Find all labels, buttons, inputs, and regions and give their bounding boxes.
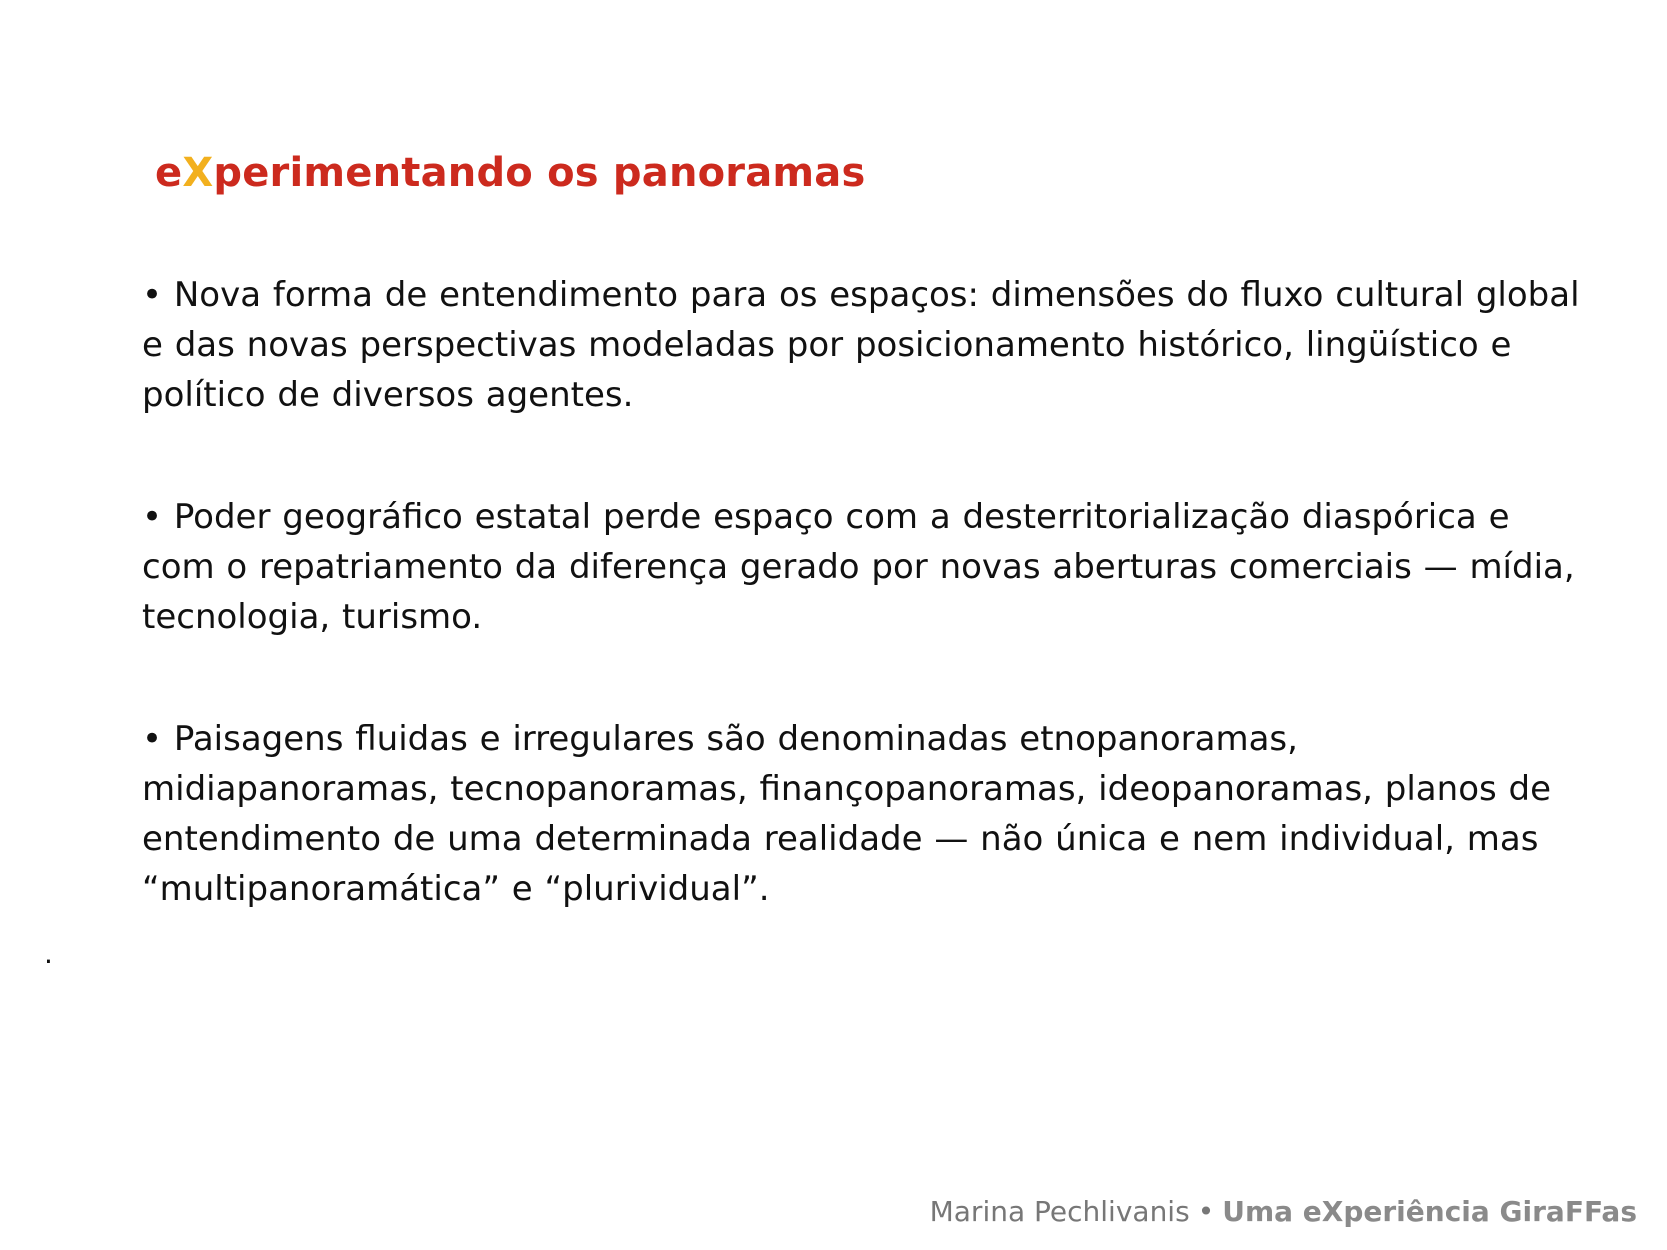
- slide-title: [155, 148, 866, 198]
- title-part-x: X: [182, 150, 214, 196]
- stray-mark: .: [44, 937, 53, 970]
- title-part-rest: perimentando os panoramas: [213, 150, 866, 196]
- title-part-e: e: [155, 150, 183, 196]
- slide-footer: [930, 1192, 1637, 1232]
- bullet-item: • Poder geográfico estatal perde espaço com a desterritorialização diaspórica e com o repatriamento da diferença gerado por novas aberturas comerciais — mídia, tecnologia, turismo.: [142, 497, 1575, 637]
- bullet-item: • Paisagens fluidas e irregulares são denominadas etnopanoramas, midiapanoramas, tecnopanoramas, finançopanoramas, ideopanoramas, planos de entendimento de uma determinada realidade — não única e nem individual, mas “multipanoramática” e “plurividual”.: [142, 719, 1552, 909]
- footer-author: Marina Pechlivanis: [929, 1195, 1190, 1228]
- footer-brand: Uma eXperiência GiraFFas: [1222, 1195, 1637, 1228]
- footer-separator: •: [1197, 1195, 1215, 1228]
- bullet-item: • Nova forma de entendimento para os espaços: dimensões do fluxo cultural global e das novas perspectivas modeladas por posicionamento histórico, lingüístico e político de diversos agentes.: [142, 275, 1580, 415]
- bullet-list: [142, 270, 1582, 914]
